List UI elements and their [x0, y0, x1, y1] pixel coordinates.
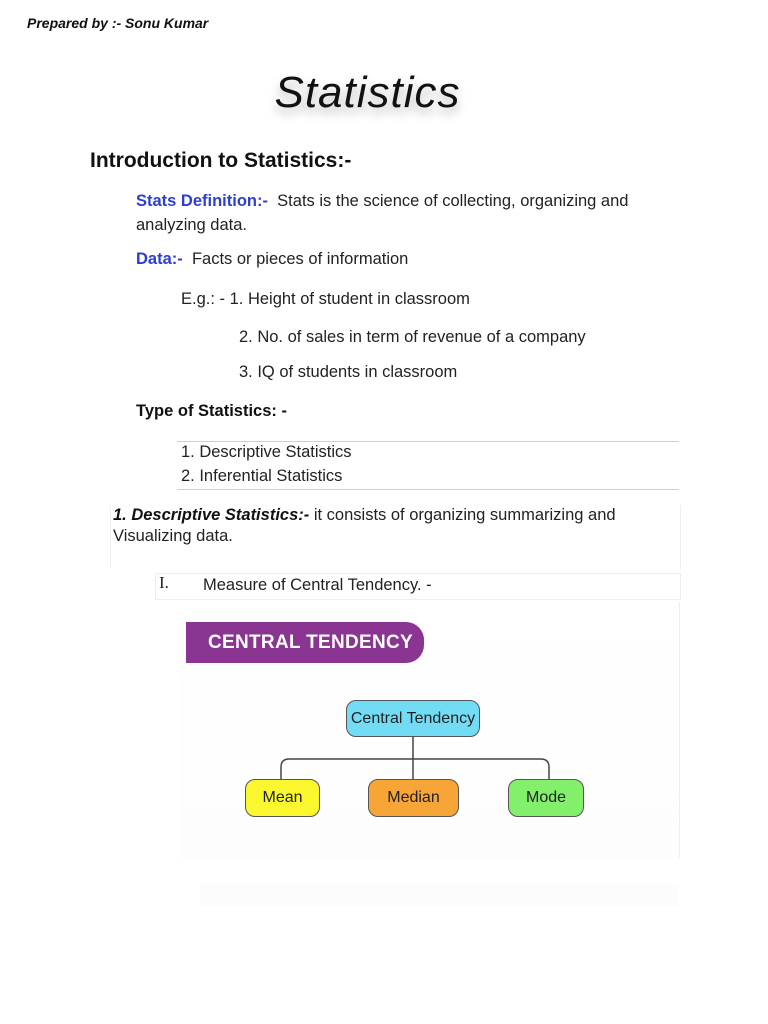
stats-definition-label: Stats Definition:- — [136, 192, 268, 210]
data-definition — [136, 247, 408, 271]
example-item: 2. No. of sales in term of revenue of a company — [239, 328, 586, 346]
stats-definition-text: Stats is the science of collecting, organizing and analyzing data. — [136, 192, 629, 234]
descriptive-text: it consists of organizing summarizing and Visualizing data. — [113, 506, 616, 545]
measure-text: Measure of Central Tendency. - — [203, 576, 432, 594]
example-item: 3. IQ of students in classroom — [239, 363, 458, 381]
faint-placeholder-box — [200, 884, 679, 906]
central-tendency-node: Central Tendency — [346, 700, 480, 737]
type-item: 1. Descriptive Statistics — [181, 443, 352, 461]
figure-banner: CENTRAL TENDENCY — [186, 622, 424, 663]
intro-heading: Introduction to Statistics:- — [90, 149, 352, 172]
mode-node: Mode — [508, 779, 584, 817]
descriptive-statistics — [113, 505, 653, 547]
data-definition-text: Facts or pieces of information — [191, 250, 409, 268]
example-item: E.g.: - 1. Height of student in classroom — [181, 290, 470, 308]
prepared-by: Prepared by :- Sonu Kumar — [27, 15, 209, 31]
type-item: 2. Inferential Statistics — [181, 467, 343, 485]
page-title: Statistics — [274, 68, 461, 117]
central-tendency-figure — [180, 602, 680, 858]
types-heading: Type of Statistics: - — [136, 402, 287, 420]
data-definition-label: Data:- — [136, 250, 183, 268]
connector-line — [281, 759, 549, 779]
descriptive-label: 1. Descriptive Statistics:- — [113, 506, 310, 524]
measure-numeral: I. — [159, 573, 169, 592]
mean-node: Mean — [245, 779, 320, 817]
stats-definition — [136, 189, 636, 237]
median-node: Median — [368, 779, 459, 817]
